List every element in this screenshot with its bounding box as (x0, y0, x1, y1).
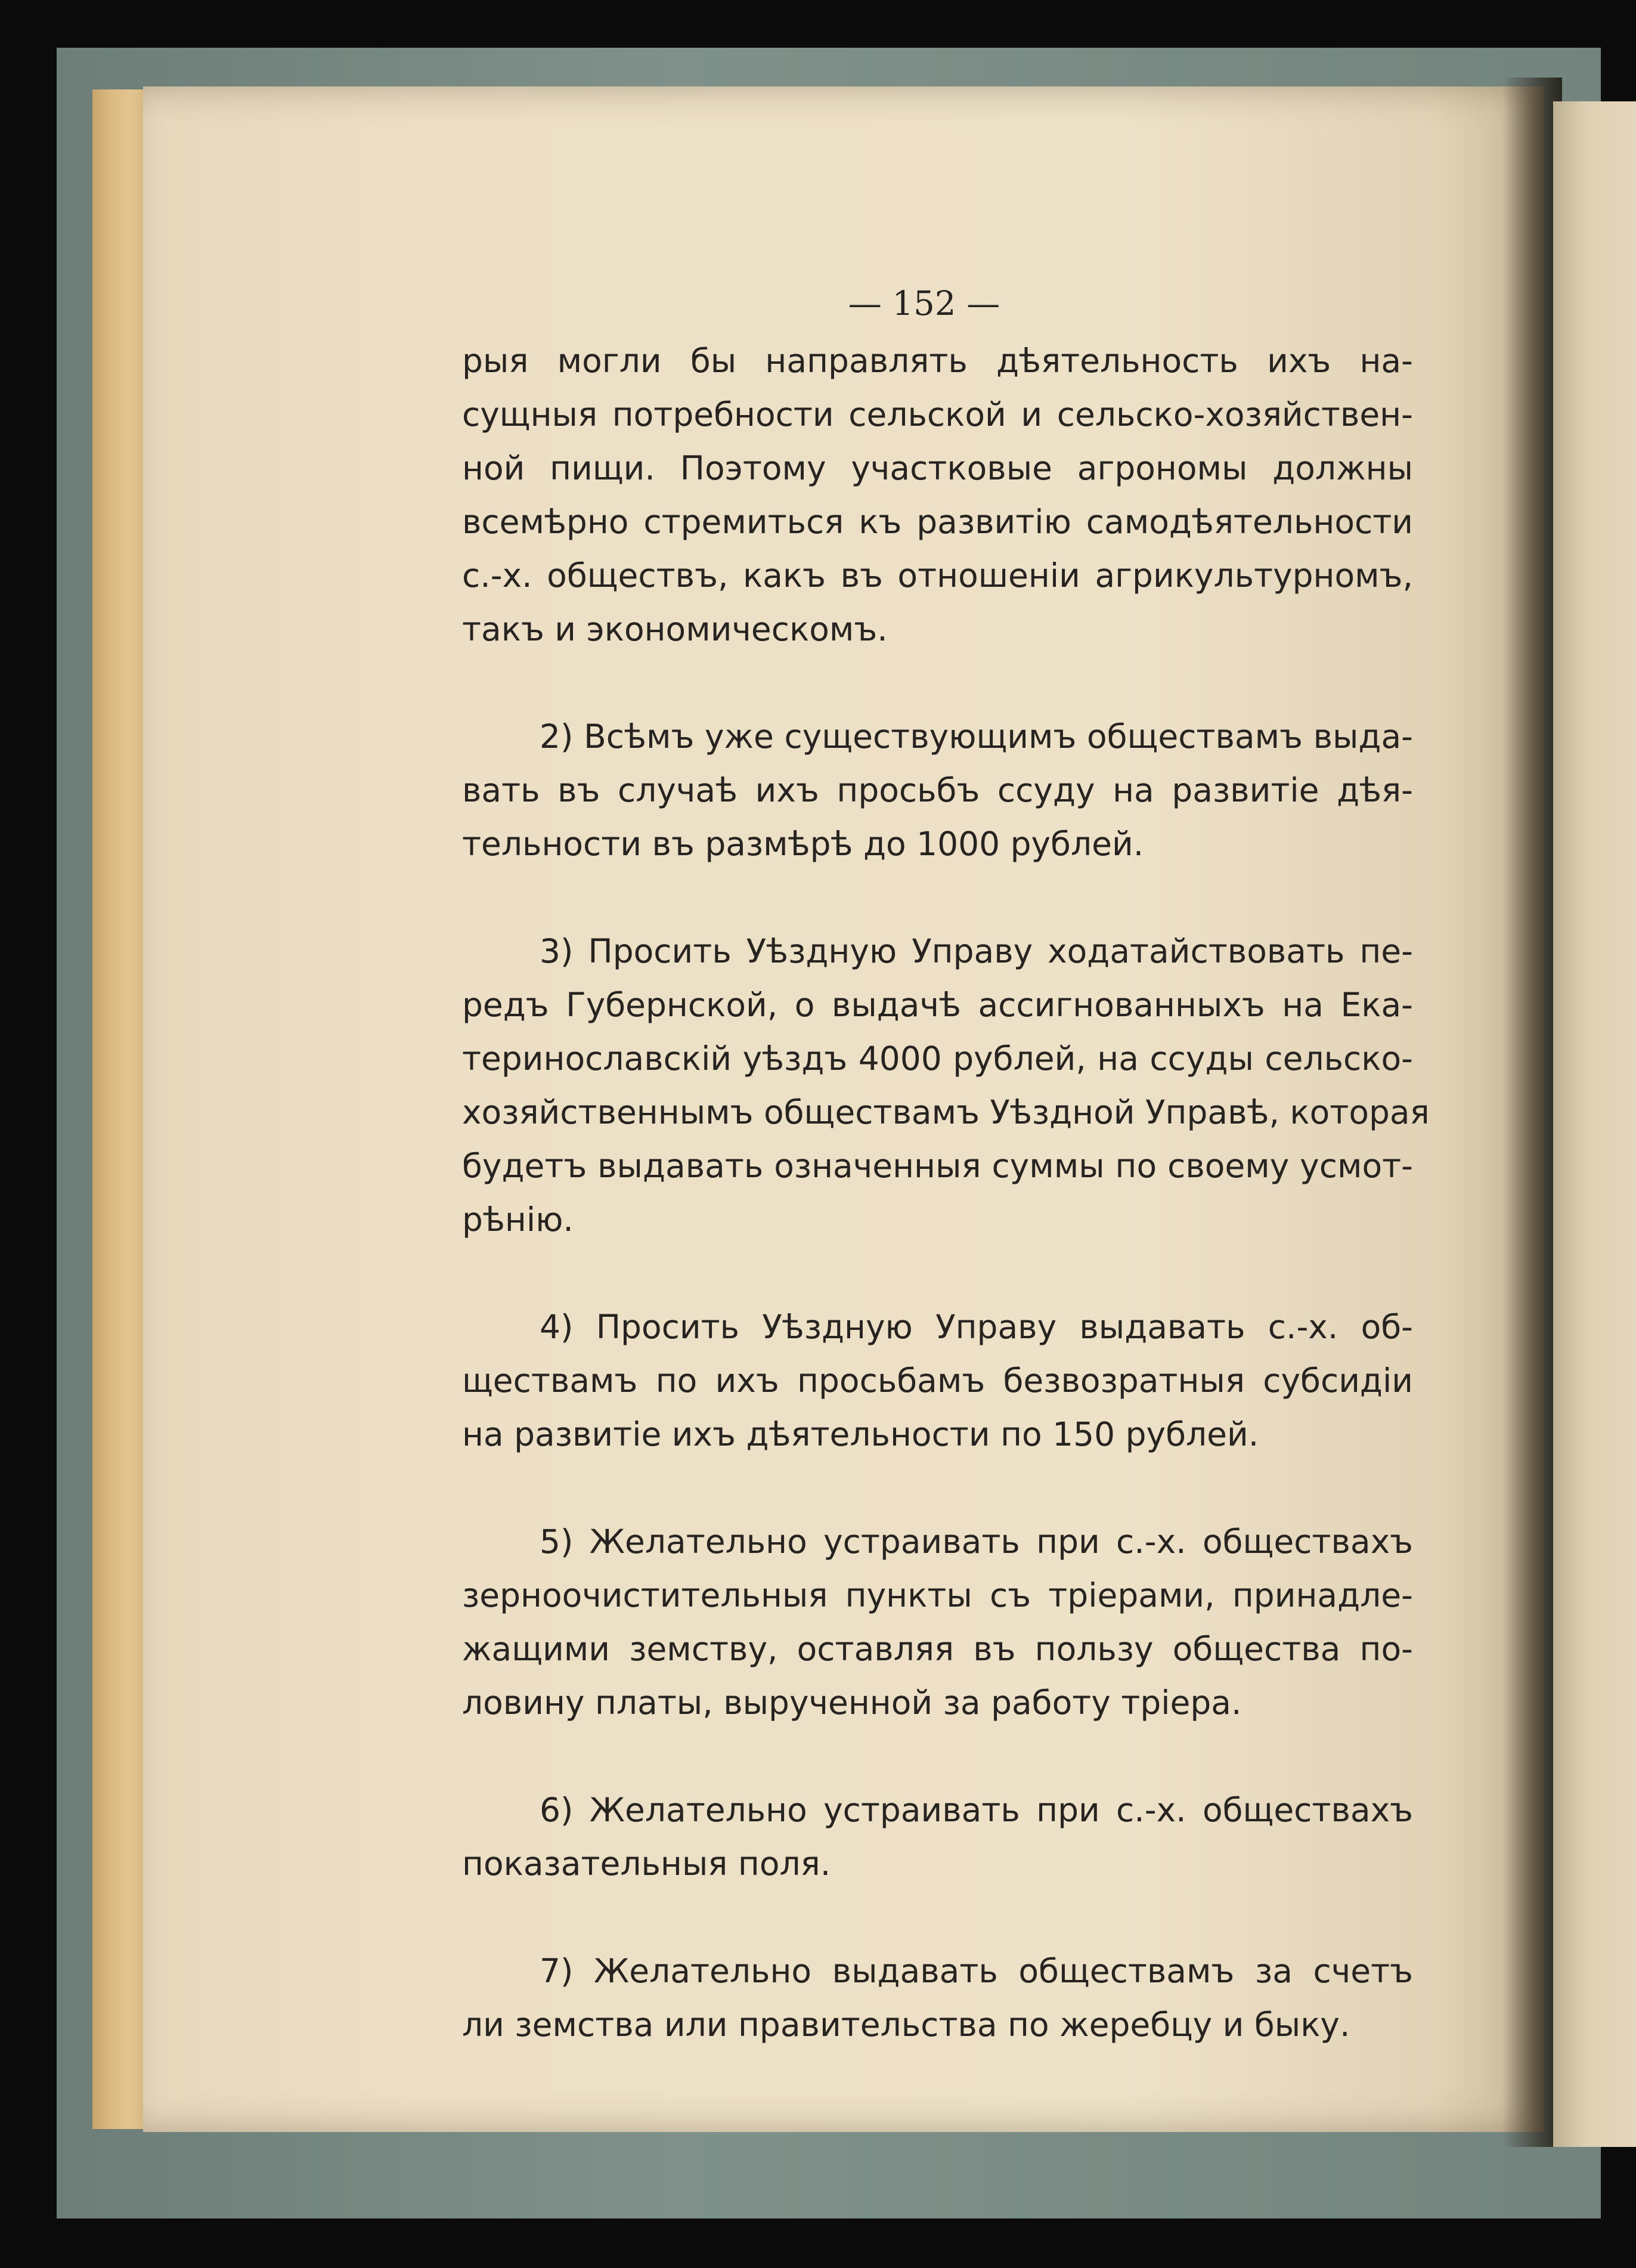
paragraph-continuation (462, 334, 1413, 656)
text-line: показательныя поля. (462, 1845, 831, 1883)
text-line: 7) Желательно выдавать обществамъ за счетъ (540, 1952, 1413, 1990)
paragraph-item-5 (462, 1515, 1413, 1729)
text-line: 3) Просить Уѣздную Управу ходатайствовать пе- (540, 932, 1413, 970)
text-line: зерноочистительныя пункты съ трiерами, принадле- (462, 1576, 1413, 1614)
text-line: 5) Желательно устраивать при с.-х. обществахъ (540, 1523, 1413, 1561)
paragraph-gap (462, 656, 1413, 710)
paragraph-gap (462, 1461, 1413, 1515)
text-line: с.-х. обществъ, какъ въ отношенiи агрикультурномъ, (462, 556, 1413, 595)
page-edge (92, 89, 146, 2129)
paragraph-item-6 (462, 1783, 1413, 1890)
text-line: хозяйственнымъ обществамъ Уѣздной Управѣ, которая (462, 1093, 1430, 1131)
text-line: рѣнiю. (462, 1200, 574, 1239)
text-line: 6) Желательно устраивать при с.-х. обществахъ (540, 1791, 1413, 1829)
paragraph-gap (462, 1246, 1413, 1300)
paragraph-item-2 (462, 710, 1413, 871)
paragraph-item-3 (462, 924, 1430, 1246)
text-line: рыя могли бы направлять дѣятельность ихъ на- (462, 342, 1413, 380)
text-line: будетъ выдавать означенныя суммы по своему усмот- (462, 1147, 1413, 1185)
text-line: ществамъ по ихъ просьбамъ безвозратныя субсидiи (462, 1362, 1413, 1400)
paragraph-gap (462, 871, 1413, 924)
text-line: 4) Просить Уѣздную Управу выдавать с.-х. об- (540, 1308, 1413, 1346)
paragraph-item-7 (462, 1944, 1413, 2052)
paragraph-item-4 (462, 1300, 1413, 1461)
text-line: тельности въ размѣрѣ до 1000 рублей. (462, 825, 1144, 863)
text-line: жащими земству, оставляя въ пользу общества по- (462, 1630, 1413, 1668)
paragraph-gap (462, 1890, 1413, 1944)
text-line: 2) Всѣмъ уже существующимъ обществамъ выда- (540, 717, 1413, 756)
next-page-edge (1553, 101, 1636, 2147)
text-line: ловину платы, вырученной за работу трiера. (462, 1684, 1242, 1722)
text-line: всемѣрно стремиться къ развитiю самодѣятельности (462, 503, 1413, 541)
text-line: редъ Губернской, о выдачѣ ассигнованныхъ на Ека- (462, 986, 1413, 1024)
text-line: на развитiе ихъ дѣятельности по 150 рублей. (462, 1415, 1259, 1453)
text-line: ли земства или правительства по жеребцу и быку. (462, 2006, 1350, 2044)
text-line: ной пищи. Поэтому участковые агрономы должны (462, 449, 1413, 487)
paragraph-gap (462, 1729, 1413, 1783)
text-line: вать въ случаѣ ихъ просьбъ ссуду на развитiе дѣя- (462, 771, 1413, 809)
page-text (462, 334, 1430, 2052)
text-line: такъ и экономическомъ. (462, 610, 888, 648)
text-line: сущныя потребности сельской и сельско-хозяйствен- (462, 395, 1413, 434)
page-number: — 152 — (848, 284, 1000, 323)
text-line: теринославскiй уѣздъ 4000 рублей, на ссуды сельско- (462, 1039, 1413, 1078)
